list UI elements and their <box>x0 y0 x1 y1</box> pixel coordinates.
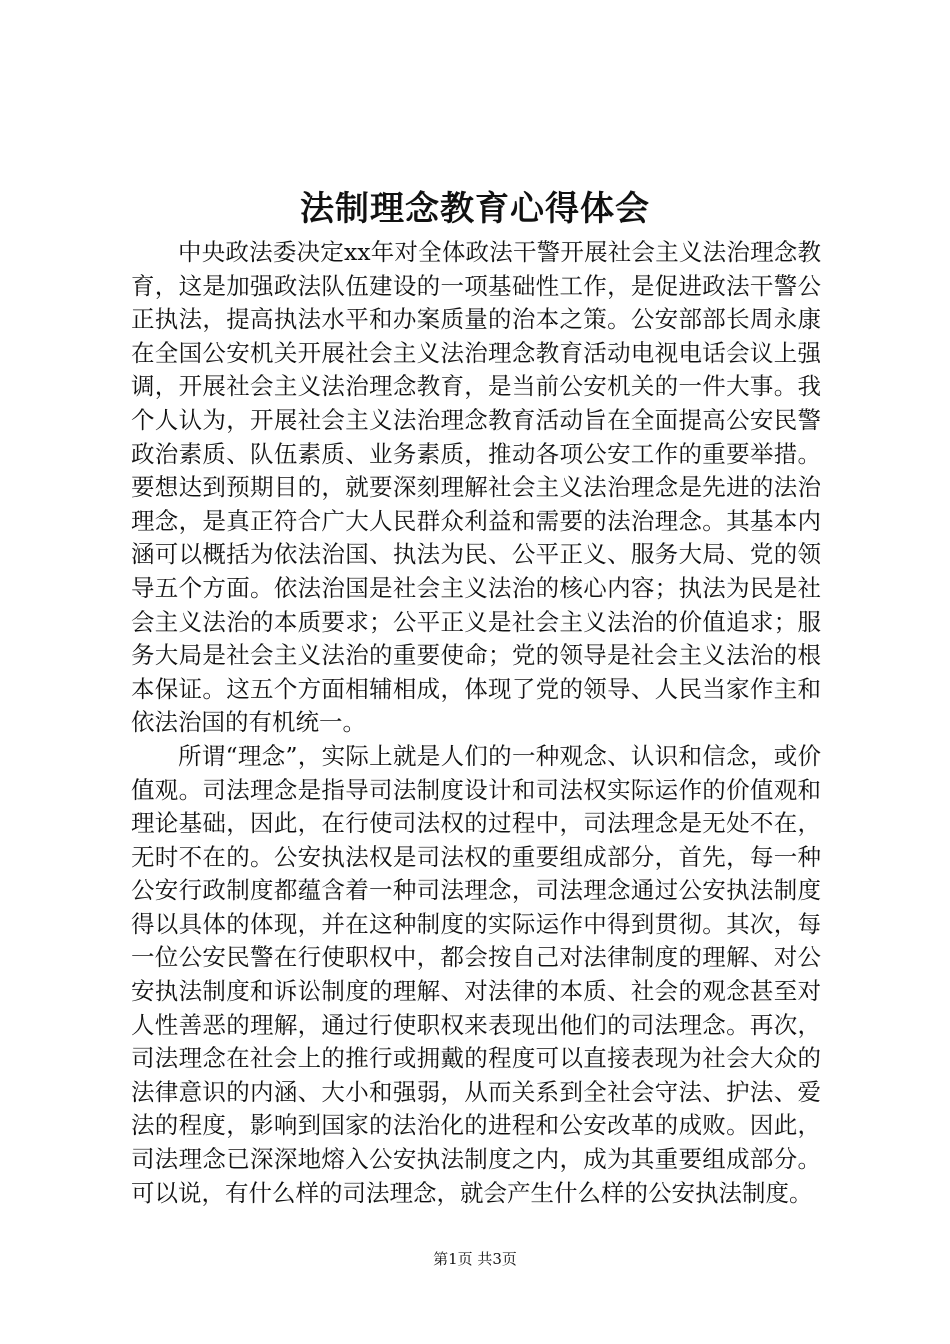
page-number-footer: 第1页 共3页 <box>433 1250 517 1268</box>
paragraph-2: 所谓“理念”，实际上就是人们的一种观念、认识和信念，或价值观。司法理念是指导司法制度设计和司法权实际运作的价值观和理论基础，因此，在行使司法权的过程中，司法理念是无处不在，无时不在的。公安执法权是司法权的重要组成部分，首先，每一种公安行政制度都蕴含着一种司法理念，司法理念通过公安执法制度得以具体的体现，并在这种制度的实际运作中得到贯彻。其次，每一位公安民警在行使职权中，都会按自己对法律制度的理解、对公安执法制度和诉讼制度的理解、对法律的本质、社会的观念甚至对人性善恶的理解，通过行使职权来表现出他们的司法理念。再次，司法理念在社会上的推行或拥戴的程度可以直接表现为社会大众的法律意识的内涵、大小和强弱，从而关系到全社会守法、护法、爱法的程度，影响到国家的法治化的进程和公安改革的成败。因此，司法理念已深深地熔入公安执法制度之内，成为其重要组成部分。可以说，有什么样的司法理念，就会产生什么样的公安执法制度。 <box>131 741 821 1207</box>
document-title: 法制理念教育心得体会 <box>300 189 650 229</box>
document-body <box>131 236 821 1210</box>
paragraph-1: 中央政法委决定xx年对全体政法干警开展社会主义法治理念教育，这是加强政法队伍建设的一项基础性工作，是促进政法干警公正执法，提高执法水平和办案质量的治本之策。公安部部长周永康在全国公安机关开展社会主义法治理念教育活动电视电话会议上强调，开展社会主义法治理念教育，是当前公安机关的一件大事。我个人认为，开展社会主义法治理念教育活动旨在全面提高公安民警政治素质、队伍素质、业务素质，推动各项公安工作的重要举措。要想达到预期目的，就要深刻理解社会主义法治理念是先进的法治理念，是真正符合广大人民群众利益和需要的法治理念。其基本内涵可以概括为依法治国、执法为民、公平正义、服务大局、党的领导五个方面。依法治国是社会主义法治的核心内容；执法为民是社会主义法治的本质要求；公平正义是社会主义法治的价值追求；服务大局是社会主义法治的重要使命；党的领导是社会主义法治的根本保证。这五个方面相辅相成，体现了党的领导、人民当家作主和依法治国的有机统一。 <box>131 238 821 737</box>
